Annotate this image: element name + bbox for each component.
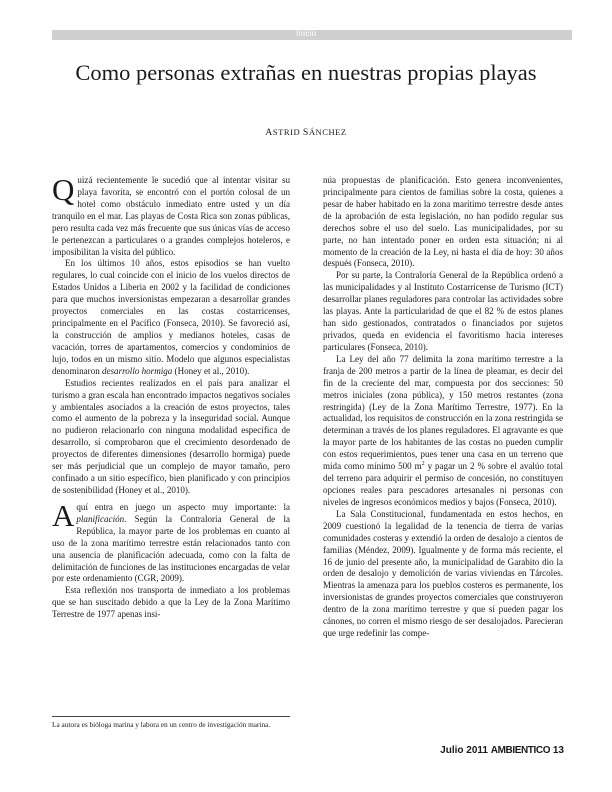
paragraph-2-italic: desarrollo hormiga	[102, 365, 173, 376]
paragraph-8-text-a: La Ley del año 77 delimita la zona marítimo terrestre a la franja de 200 metros a partir de la línea de pleamar, es decir del fin de la creciente del mar, compuesta por dos secciones: 50 metros iniciales (zona pública), y 150 metros restantes (zona restringida) (Ley de la Zona Marítimo Terrestre, 1977). En la actualidad, los requisitos de construcción en la zona restringida se determinan a través de los planes reguladores. El agravante es que la mayor parte de los habitantes de las costas no pueden cumplir con estos requerimientos, pues tener una casa en un terreno que mida como mínimo 500 m	[323, 353, 563, 472]
paragraph-3: Estudios recientes realizados en el país para analizar el turismo a gran escala han encontrado impactos negativos sociales y ambientales asociados a la creación de estos proyectos, tales como el aumento de la pobreza y la inseguridad social. Aunque no pudieron relacionarlo con ninguna modalidad específica de desarrollo, sí comprobaron que el crecimiento desordenado de proyectos de diferentes dimensiones (desarrollo hormiga) puede ser más perjudicial que un complejo de mayor tamaño, pero confinado a un sitio específico, bien planificado y con principios de sostenibilidad (Honey et al., 2010).	[52, 377, 290, 495]
section-header-bar	[52, 30, 572, 40]
paragraph-6: núa propuestas de planificación. Esto genera inconvenientes, principalmente para cientos de familias sobre la costa, quienes a pesar de haber habitado en la zona marítimo terrestre desde antes de la aprobación de esta legislación, no han podido regular sus derechos sobre el uso del suelo. Las municipalidades, por su parte, no han intentado poner en orden esta situación; ni al momento de la creación de la Ley, ni hasta el día de hoy: 30 años después (Fonseca, 2010).	[323, 175, 563, 269]
paragraph-2	[52, 258, 290, 377]
article-title: Como personas extrañas en nuestras propias playas	[75, 60, 537, 85]
paragraph-2-text-a: En los últimos 10 años, estos episodios se han vuelto regulares, lo cual coincide con el inicio de los vuelos directos de Estados Unidos a Liberia en 2002 y la facilidad de condiciones para que muchos inversionistas empezaran a desarrollar grandes proyectos comerciales en las costas costarricenses, principalmente en el Pacífico (Fonseca, 2010). Se favoreció así, la construcción de amplios y medianos hoteles, casas de vacación, torres de apartamentos, comercios y condominios de lujo, todos en un mismo sitio. Modelo que algunos especialistas denominaron	[52, 258, 290, 376]
paragraph-2-text-b: (Honey et al., 2010).	[172, 365, 250, 376]
paragraph-9: La Sala Constitucional, fundamentada en estos hechos, en 2009 cuestionó la legalidad de la tenencia de tierra de varias comunidades costeras y extendió la orden de desalojo a cientos de familias (Méndez, 2009). Igualmente y de forma más reciente, el 16 de junio del presente año, la municipalidad de Garabito dio la orden de desalojo y demolición de varias viviendas en Tárcoles. Mientras la amenaza para los pueblos costeros es permanente, los inversionistas de grandes proyectos comerciales que construyeron dentro de la zona marítimo terrestre y que sí pueden pagar los cánones, no corren el mismo riesgo de ser desalojados. Parecieran que urge redefinir las compe-	[323, 508, 563, 639]
drop-cap-q: Q	[52, 172, 75, 207]
paragraph-7: Por su parte, la Contraloría General de la República ordenó a las municipalidades y al Instituto Costarricense de Turismo (ICT) desarrollar planes reguladores para controlar las actividades sobre las playas. Ante la particularidad de que el 82 % de estos planes han sido gestionados, contratados o financiados por sujetos privados, queda en evidencia el favoritismo hacia intereses particulares (Fonseca, 2010).	[323, 270, 563, 352]
paragraph-8-text-b: y pagar un 2 % sobre el avalúo total del terreno para adquirir el permiso de concesión, no constituyen opciones reales para pescadores artesanales ni personas con niveles de ingresos económicos medios y bajos (Fonseca, 2010).	[323, 461, 563, 507]
left-column	[52, 172, 290, 621]
magazine-logo: AMBIENTICO	[490, 745, 551, 756]
footer-date: Julio 2011	[440, 745, 488, 756]
paragraph-4	[52, 497, 290, 585]
paragraph-4-italic: planificación	[76, 513, 125, 524]
footnote-divider	[52, 716, 290, 717]
page-footer	[440, 745, 564, 756]
author-last-initial: S	[302, 127, 309, 138]
paragraph-4-text-b: . Según la Contraloría General de la República, la mayor parte de los problemas en cuanto al uso de la zona marítimo terrestre están relacionados tanto con una ausencia de planificación adecuada, como con la falta de delimitación de funciones de las instituciones encargadas de velar por este ordenamiento (CGR, 2009).	[52, 513, 290, 584]
author-first-initial: A	[265, 127, 273, 138]
paragraph-4-text-a: quí entra en juego un aspecto muy importante: la	[76, 501, 290, 512]
section-label: Inicio	[296, 29, 317, 38]
paragraph-1	[52, 172, 290, 258]
paragraph-1-text: uizá recientemente le sucedió que al intentar visitar su playa favorita, se encontró con el portón colosal de un hotel como obstáculo inmediato entre usted y un día tranquilo en el mar. Las playas de Costa Rica son zonas públicas, pero resulta cada vez más frecuente que sus únicas vías de acceso le pertenezcan a particulares o a grandes complejos hoteleros, e imposibilitan la visita del público.	[52, 175, 290, 257]
right-column	[323, 175, 563, 640]
author-byline	[0, 127, 612, 138]
footnote: La autora es bióloga marina y labora en un centro de investigación marina.	[52, 720, 271, 729]
superscript-2: 2	[421, 461, 425, 468]
author-last-rest: ÁNCHEZ	[308, 127, 347, 137]
drop-cap-a: A	[52, 497, 75, 533]
author-first-rest: STRID	[272, 127, 301, 137]
paragraph-8	[323, 354, 563, 509]
page-number: 13	[552, 745, 564, 756]
paragraph-5: Esta reflexión nos transporta de inmediato a los problemas que se han suscitado debido a que la Ley de la Zona Marítimo Terrestre de 1977 apenas insi-	[52, 585, 290, 620]
